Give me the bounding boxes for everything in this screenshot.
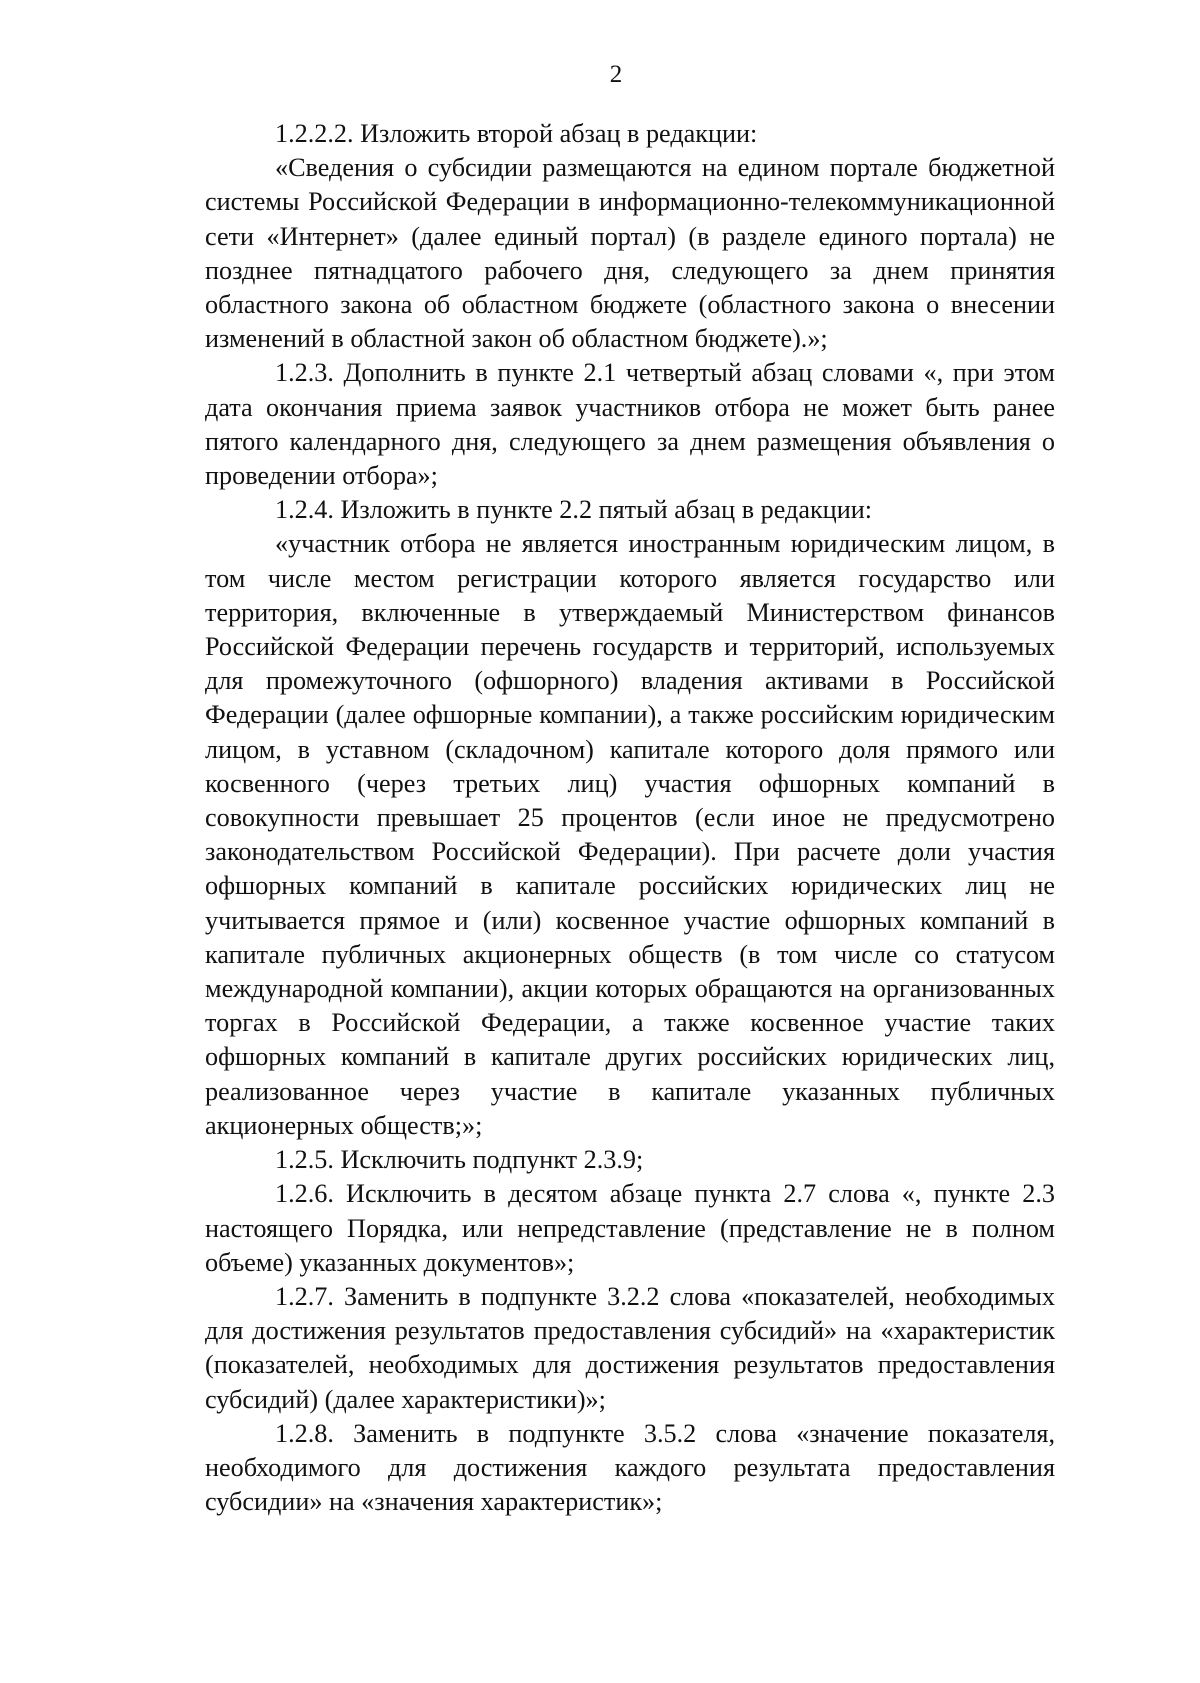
page-number: 2	[609, 61, 623, 88]
paragraph-1-2-4: 1.2.4. Изложить в пункте 2.2 пятый абзац в редакции:	[275, 495, 872, 525]
paragraph-offshore-quote: «участник отбора не является иностранным юридическим лицом, в том числе местом регистрации которого является государство или территория, включенные в утверждаемый Министерством финансов Российской Федерации перечень государств и территорий, используемых для промежуточного (офшорного) владения активами в Российской Федерации (далее офшорные компании), а также российским юридическим лицом, в уставном (складочном) капитале которого доля прямого или косвенного (через третьих лиц) участия офшорных компаний в совокупности превышает 25 процентов (если иное не предусмотрено законодательством Российской Федерации). При расчете доли участия офшорных компаний в капитале российских юридических лиц не учитывается прямое и (или) косвенное участие офшорных компаний в капитале публичных акционерных обществ (в том числе со статусом международной компании), акции которых обращаются на организованных торгах в Российской Федерации, а также косвенное участие таких офшорных компаний в капитале других российских юридических лиц, реализованное через участие в капитале указанных публичных акционерных обществ;»;	[205, 529, 1055, 1140]
paragraph-subsidy-info-quote: «Сведения о субсидии размещаются на едином портале бюджетной системы Российской Федерации в информационно-телекоммуникационной сети «Интернет» (далее единый портал) (в разделе единого портала) не позднее пятнадцатого рабочего дня, следующего за днем принятия областного закона об областном бюджете (областного закона о внесении изменений в областной закон об областном бюджете).»;	[205, 153, 1055, 354]
paragraph-1-2-5: 1.2.5. Исключить подпункт 2.3.9;	[275, 1145, 644, 1175]
paragraph-1-2-6: 1.2.6. Исключить в десятом абзаце пункта 2.7 слова «, пункте 2.3 настоящего Порядка, или непредставление (представление не в полном объеме) указанных документов»;	[205, 1179, 1055, 1277]
document-body	[205, 117, 1055, 1519]
paragraph-1-2-8: 1.2.8. Заменить в подпункте 3.5.2 слова «значение показателя, необходимого для достижения каждого результата предоставления субсидии» на «значения характеристик»;	[205, 1418, 1055, 1517]
paragraph-1-2-3: 1.2.3. Дополнить в пункте 2.1 четвертый абзац словами «, при этом дата окончания приема заявок участников отбора не может быть ранее пятого календарного дня, следующего за днем размещения объявления о проведении отбора»;	[205, 358, 1055, 491]
paragraph-1-2-7: 1.2.7. Заменить в подпункте 3.2.2 слова «показателей, необходимых для достижения результатов предоставления субсидий» на «характеристик (показателей, необходимых для достижения результатов предоставления субсидий) (далее характеристики)»;	[205, 1281, 1055, 1414]
paragraph-1-2-2-2: 1.2.2.2. Изложить второй абзац в редакции:	[275, 119, 758, 148]
